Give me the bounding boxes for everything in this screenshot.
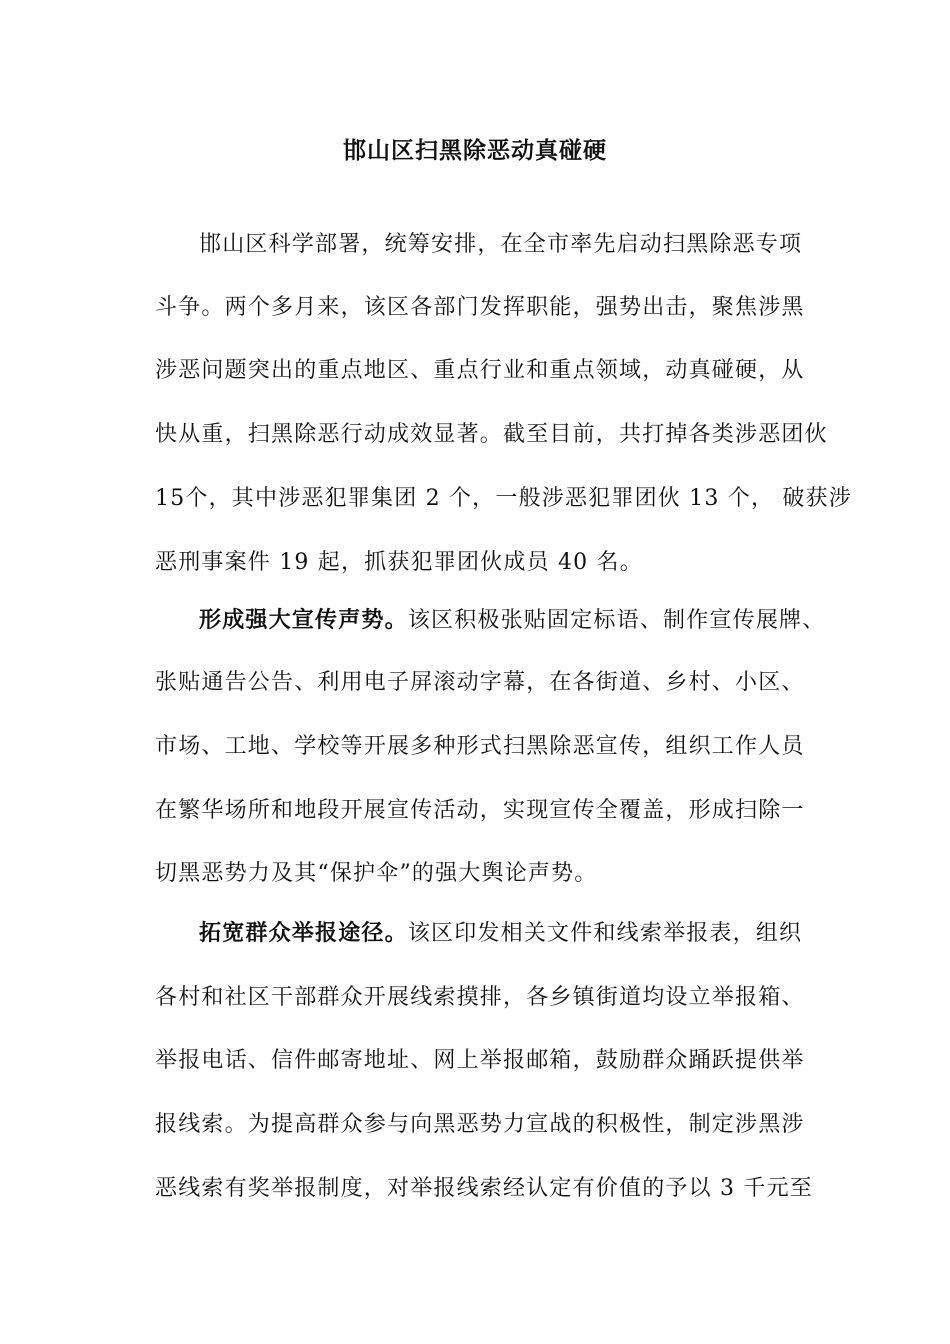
- paragraph-1-line-5: 15个，其中涉恶犯罪集团 2 个，一般涉恶犯罪团伙 13 个， 破获涉: [155, 486, 852, 511]
- paragraph-3-line-1: [199, 918, 802, 949]
- paragraph-1-line-6: 恶刑事案件 19 起，抓获犯罪团伙成员 40 名。: [155, 550, 643, 575]
- paragraph-2-line-1: [199, 605, 825, 636]
- paragraph-2-line-4: 在繁华场所和地段开展宣传活动，实现宣传全覆盖，形成扫除一: [155, 798, 805, 823]
- paragraph-2-line-3: 市场、工地、学校等开展多种形式扫黑除恶宣传，组织工作人员: [155, 734, 805, 759]
- document-title: 邯山区扫黑除恶动真碰硬: [343, 137, 607, 164]
- paragraph-1-line-1: 邯山区科学部署，统筹安排，在全市率先启动扫黑除恶专项: [199, 232, 803, 257]
- paragraph-1-line-3: 涉恶问题突出的重点地区、重点行业和重点领域，动真碰硬，从: [155, 358, 805, 383]
- paragraph-2-line-1-text: 该区积极张贴固定标语、制作宣传展牌、: [407, 608, 826, 633]
- paragraph-3-heading: 拓宽群众举报途径。: [199, 920, 408, 946]
- paragraph-3-line-1-text: 该区印发相关文件和线索举报表，组织: [407, 921, 803, 946]
- paragraph-2-line-5: 切黑恶势力及其“保护伞”的强大舆论声势。: [155, 861, 598, 886]
- paragraph-3-line-4: 报线索。为提高群众参与向黑恶势力宣战的积极性，制定涉黑涉: [155, 1112, 805, 1137]
- paragraph-3-line-3: 举报电话、信件邮寄地址、网上举报邮箱，鼓励群众踊跃提供举: [155, 1048, 805, 1073]
- paragraph-2-heading: 形成强大宣传声势。: [199, 607, 408, 633]
- paragraph-3-line-5: 恶线索有奖举报制度，对举报线索经认定有价值的予以 3 千元至: [155, 1176, 813, 1201]
- paragraph-2-line-2: 张贴通告公告、利用电子屏滚动字幕，在各街道、乡村、小区、: [155, 670, 805, 695]
- paragraph-3-line-2: 各村和社区干部群众开展线索摸排，各乡镇街道均设立举报箱、: [155, 985, 805, 1010]
- paragraph-1-line-2: 斗争。两个多月来，该区各部门发挥职能，强势出击，聚焦涉黑: [155, 295, 805, 320]
- paragraph-1-line-4: 快从重，扫黑除恶行动成效显著。截至目前，共打掉各类涉恶团伙: [155, 422, 828, 447]
